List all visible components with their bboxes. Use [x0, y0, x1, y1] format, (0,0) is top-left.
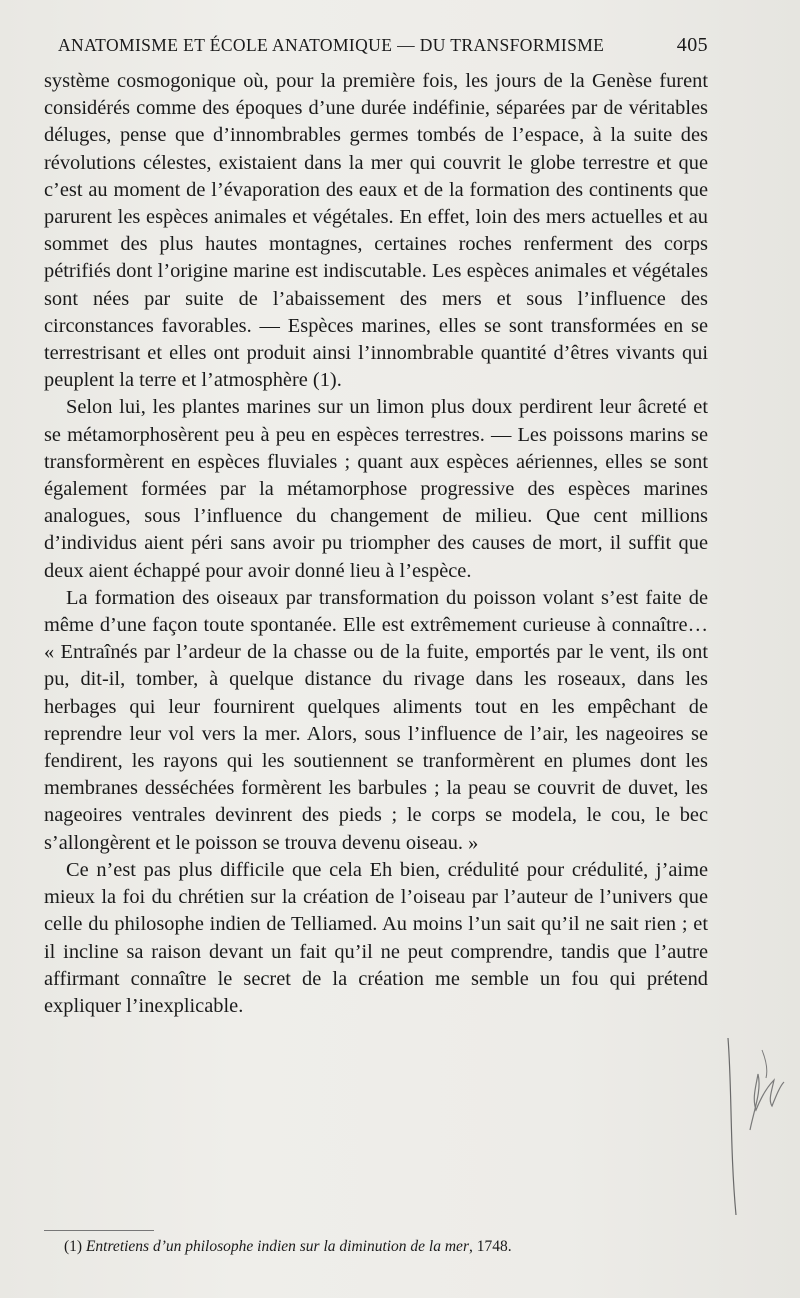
footnote-year: , 1748.: [468, 1238, 512, 1255]
running-title: ANATOMISME ET ÉCOLE ANATOMIQUE — DU TRANSFORMISME: [58, 35, 605, 55]
footnote: [64, 1238, 704, 1256]
paragraph-credulite: Ce n’est pas plus difficile que cela Eh bien, crédulité pour crédulité, j’aime mieux la foi du chrétien sur la création de l’oiseau par l’auteur de l’univers que celle du philosophe indien de Telliamed. Au moins l’un sait qu’il ne sait rien ; et il incline sa raison devant un fait qu’il ne peut comprendre, tandis que l’autre affirmant connaître le secret de la création me semble un fou qui prétend expliquer l’inexplicable.: [44, 858, 708, 1017]
running-head: [58, 34, 708, 57]
footnote-title: Entretiens d’un philosophe indien sur la diminution de la mer: [85, 1238, 469, 1255]
paragraph-continuation: système cosmogonique où, pour la première fois, les jours de la Genèse furent considérés comme des époques d’une durée indéfinie, séparées par de véritables déluges, pense que d’innombrables germes tombés de l’espace, à la suite des révolutions célestes, existaient dans la mer qui couvrit le globe terrestre et que c’est au moment de l’évaporation des eaux et de la formation des continents que parurent les espèces animales et végétales. En effet, loin des mers actuelles et au sommet des plus hautes montagnes, certaines roches renferment des corps pétrifiés dont l’origine marine est indiscutable. Les espèces animales et végétales sont nées par suite de l’abaissement des mers et sous l’influence des circonstances favorables. — Espèces marines, elles se sont transformées en se terrestrisant et elles ont produit ainsi l’innombrable quantité d’êtres vivants qui peuplent la terre et l’atmosphère (1).: [44, 70, 708, 392]
footnote-rule: [44, 1230, 154, 1231]
page-number: 405: [676, 34, 708, 56]
body-text: [44, 68, 708, 1020]
handwritten-margin-mark: [722, 1030, 792, 1220]
paragraph-plantes-marines: Selon lui, les plantes marines sur un limon plus doux perdirent leur âcreté et se métamorphosèrent peu à peu en espèces terrestres. — Les poissons marins se transformèrent en espèces fluviales ; quant aux espèces aériennes, elles se sont également formées par la métamorphose progressive des espèces marines analogues, sous l’influence du changement de milieu. Que cent millions d’individus aient péri sans avoir pu triompher des causes de mort, il suffit que deux aient échappé pour avoir donné lieu à l’espèce.: [44, 396, 708, 582]
paragraph-formation-oiseaux: La formation des oiseaux par transformation du poisson volant s’est faite de même d’une façon toute spontanée. Elle est extrêmement curieuse à connaître… « Entraînés par l’ardeur de la chasse ou de la fuite, emportés par le vent, ils ont pu, dit-il, tomber, à quelque distance du rivage dans les roseaux, dans les herbages qui leur fournirent quelques aliments tout en les empêchant de reprendre leur vol vers la mer. Alors, sous l’influence de l’air, les nageoires se fendirent, les rayons qui les soutiennent se tranformèrent en plumes dont les membranes desséchées formèrent les barbules ; la peau se couvrit de duvet, les nageoires ventrales devinrent des pieds ; le corps se modela, le cou, le bec s’allongèrent et le poisson se trouva devenu oiseau. »: [44, 586, 708, 854]
footnote-marker: (1): [64, 1238, 83, 1255]
